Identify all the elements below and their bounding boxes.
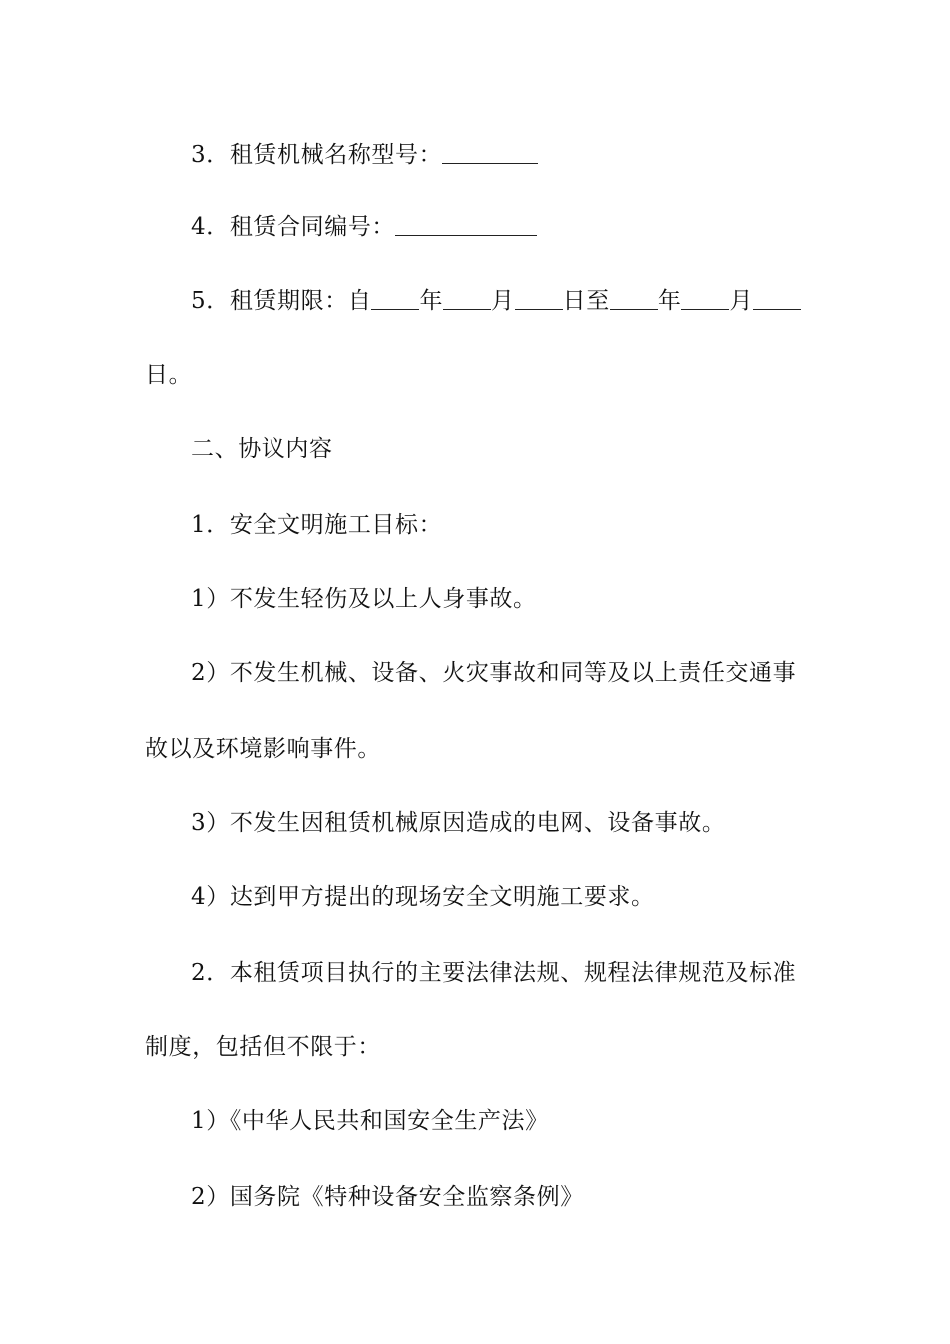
goal-heading-line	[191, 510, 861, 540]
start-month-blank	[443, 287, 491, 310]
law-1-line	[191, 1106, 861, 1136]
goal-4-line	[191, 882, 861, 912]
item-4-line	[191, 212, 861, 242]
item-3-text: 3．租赁机械名称型号：	[191, 142, 443, 168]
goal-1: 1）不发生轻伤及以上人身事故。	[191, 586, 537, 612]
goal-2-part-2: 故以及环境影响事件。	[145, 736, 381, 762]
model-blank	[442, 141, 538, 164]
start-year-blank	[371, 287, 419, 310]
law-2: 2）国务院《特种设备安全监察条例》	[191, 1184, 584, 1210]
section-two-title: 二、协议内容	[191, 436, 333, 462]
goal-1-line	[191, 584, 861, 614]
month-label: 月	[729, 288, 754, 314]
end-month-blank	[681, 287, 729, 310]
end-year-blank	[610, 287, 658, 310]
year-label: 年	[657, 288, 682, 314]
item-5-end-line	[145, 360, 815, 390]
laws-part-1: 2．本租赁项目执行的主要法律法规、规程法律规范及标准	[191, 960, 797, 986]
month-label: 月	[491, 288, 515, 314]
start-day-blank	[515, 287, 563, 310]
goal-2-line-1	[191, 658, 861, 688]
goal-heading: 1．安全文明施工目标：	[191, 512, 443, 538]
section-heading	[191, 434, 861, 464]
item-4-text: 4．租赁合同编号：	[191, 214, 396, 240]
laws-line-2	[145, 1032, 815, 1062]
year-label: 年	[419, 288, 444, 314]
law-1: 1）《中华人民共和国安全生产法》	[191, 1108, 549, 1134]
item-3-line	[191, 140, 861, 170]
item-5-end: 日。	[145, 362, 193, 388]
goal-4: 4）达到甲方提出的现场安全文明施工要求。	[191, 884, 655, 910]
goal-3-line	[191, 808, 861, 838]
laws-line-1	[191, 958, 861, 988]
goal-2-part-1: 2）不发生机械、设备、火灾事故和同等及以上责任交通事	[191, 660, 797, 686]
item-5-prefix: 5．租赁期限：自	[191, 288, 372, 314]
contract-number-blank	[395, 213, 537, 236]
end-day-blank	[753, 287, 801, 310]
goal-2-line-2	[145, 734, 815, 764]
laws-part-2: 制度，包括但不限于：	[145, 1034, 381, 1060]
item-5-line	[191, 286, 861, 316]
law-2-line	[191, 1182, 861, 1212]
day-to-label: 日至	[562, 288, 610, 314]
goal-3: 3）不发生因租赁机械原因造成的电网、设备事故。	[191, 810, 726, 836]
